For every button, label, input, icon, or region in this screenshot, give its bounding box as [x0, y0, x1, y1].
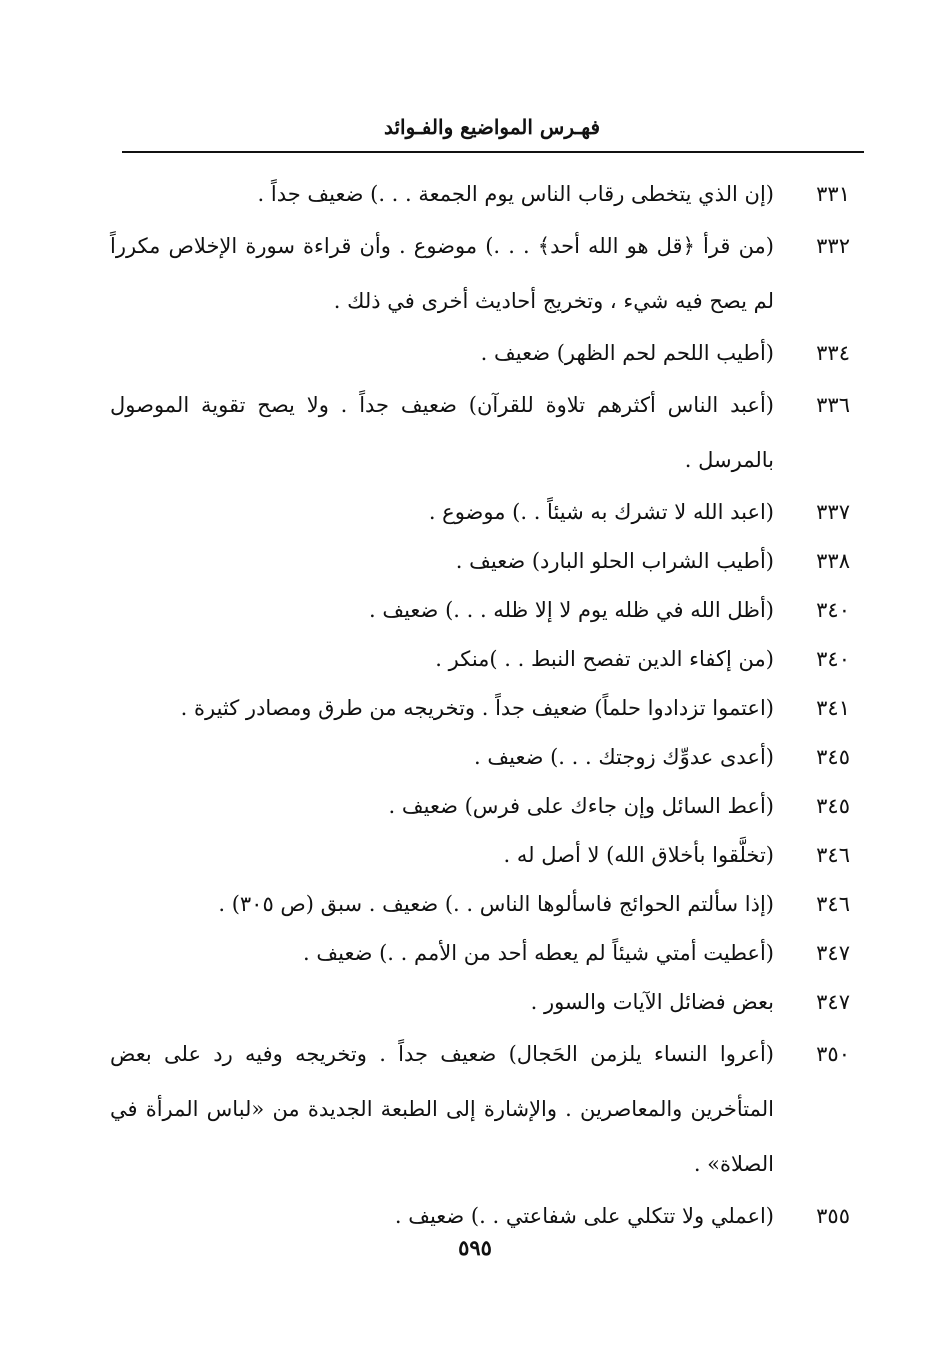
- entry-text: (أعط السائل وإن جاءك على فرس) ضعيف .: [388, 794, 774, 818]
- entry-text: (إن الذي يتخطى رقاب الناس يوم الجمعة . . .) ضعيف جداً .: [257, 182, 774, 206]
- entry-text: (اعبد الله لا تشرك به شيئاً . .) موضوع .: [428, 500, 774, 524]
- entry-page-number: ٣٣٤: [816, 341, 850, 365]
- index-entry: [110, 782, 862, 831]
- entry-text: (أعروا النساء يلزمن الحَجال) ضعيف جداً . وتخريجه وفيه رد على بعض المتأخرين والمعاصرين . والإشارة إلى الطبعة الجديدة من «لباس المرأة في الصلاة» .: [110, 1042, 774, 1176]
- index-entry: [110, 488, 862, 537]
- index-entry: [110, 378, 862, 488]
- index-entry: [110, 831, 862, 880]
- entry-page-number: ٣٤٦: [816, 843, 850, 867]
- entry-text: (من إكفاء الدين تفصح النبط . . )منكر .: [435, 647, 774, 671]
- index-entry: [110, 537, 862, 586]
- index-entry: [110, 880, 862, 929]
- entry-page-number: ٣٤٧: [816, 990, 850, 1014]
- index-entry: [110, 219, 862, 329]
- entry-page-number: ٣٥٠: [816, 1042, 850, 1066]
- entry-text: (اعملي ولا تتكلي على شفاعتي . .) ضعيف .: [394, 1204, 774, 1228]
- entry-text: (تخلَّقوا بأخلاق الله) لا أصل له .: [503, 843, 774, 867]
- index-entry: [110, 684, 862, 733]
- running-header: فهـرس المواضيع والفـوائد: [383, 115, 600, 139]
- index-entry: [110, 978, 862, 1027]
- index-entry: [110, 1027, 862, 1192]
- entry-text: (إذا سألتم الحوائج فاسألوها الناس . .) ضعيف . سبق (ص ٣٠٥) .: [218, 892, 774, 916]
- entry-page-number: ٣٥٥: [816, 1204, 850, 1228]
- index-entry: [110, 586, 862, 635]
- page-number: ٥٩٥: [458, 1235, 492, 1260]
- index-entry: [110, 733, 862, 782]
- entry-page-number: ٣٣٦: [816, 393, 850, 417]
- index-entry: [110, 329, 862, 378]
- entry-page-number: ٣٤٥: [816, 745, 850, 769]
- entry-page-number: ٣٣١: [816, 182, 850, 206]
- entry-page-number: ٣٤٠: [816, 647, 850, 671]
- entry-text: (أظل الله في ظله يوم لا إلا ظله . . .) ضعيف .: [369, 598, 774, 622]
- entry-text: بعض فضائل الآيات والسور .: [530, 990, 774, 1014]
- index-entry: [110, 929, 862, 978]
- index-entry: [110, 1192, 862, 1241]
- entry-text: (اعتموا تزدادوا حلماً) ضعيف جداً . وتخريجه من طرق ومصادر كثيرة .: [180, 696, 774, 720]
- header-rule: [122, 151, 864, 153]
- entry-page-number: ٣٣٨: [816, 549, 850, 573]
- entry-page-number: ٣٣٧: [816, 500, 850, 524]
- entry-page-number: ٣٣٢: [816, 234, 850, 258]
- entry-text: (من قرأ ﴿قل هو الله أحد﴾ . . .) موضوع . وأن قراءة سورة الإخلاص مكرراً لم يصح فيه شيء ، وتخريج أحاديث أخرى في ذلك .: [110, 234, 774, 313]
- index-entry: [110, 170, 862, 219]
- entry-page-number: ٣٤١: [816, 696, 850, 720]
- entry-page-number: ٣٤٧: [816, 941, 850, 965]
- entry-text: (أعطيت أمتي شيئاً لم يعطه أحد من الأمم . .) ضعيف .: [303, 941, 774, 965]
- entry-text: (أطيب اللحم لحم الظهر) ضعيف .: [480, 341, 774, 365]
- entry-text: (أطيب الشراب الحلو البارد) ضعيف .: [455, 549, 774, 573]
- entry-page-number: ٣٤٥: [816, 794, 850, 818]
- index-entry: [110, 635, 862, 684]
- entry-page-number: ٣٤٠: [816, 598, 850, 622]
- entry-page-number: ٣٤٦: [816, 892, 850, 916]
- entry-text: (أعدى عدوِّك زوجتك . . .) ضعيف .: [474, 745, 774, 769]
- index-entries: [110, 170, 862, 1241]
- entry-text: (أعبد الناس أكثرهم تلاوة للقرآن) ضعيف جداً . ولا يصح تقوية الموصول بالمرسل .: [110, 393, 774, 472]
